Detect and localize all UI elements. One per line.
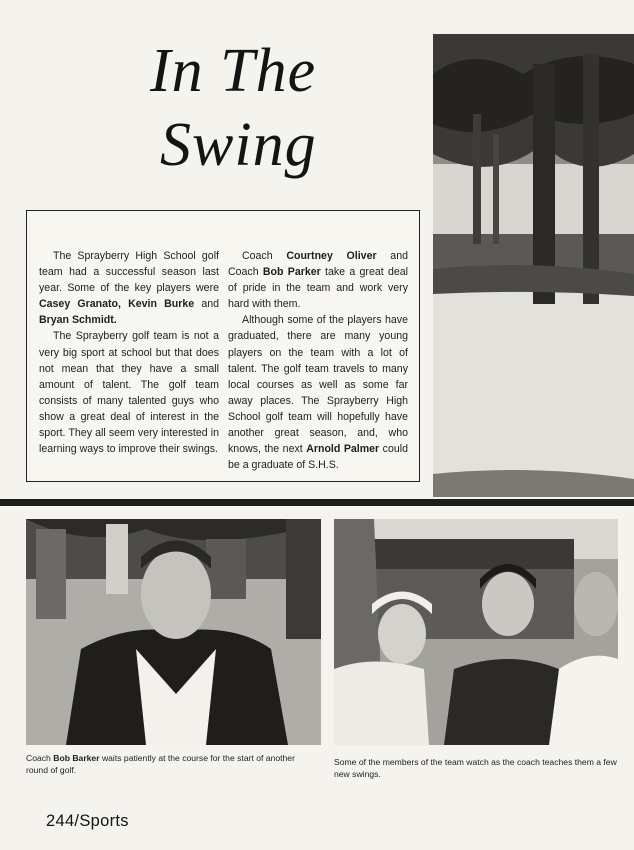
story-text: could be a graduate of S.H.S. bbox=[228, 443, 408, 472]
caption-text: waits patiently at the course for the start of another round of golf. bbox=[26, 753, 295, 775]
story-text: Coach bbox=[242, 250, 287, 262]
player-names: Casey Granato, Kevin Burke bbox=[39, 298, 195, 311]
photo-caption-left bbox=[26, 752, 316, 776]
story-text: The Sprayberry High School golf team had a successful season last year. Some of the key players were bbox=[39, 250, 219, 295]
coach-name: Courtney Oliver bbox=[286, 250, 377, 262]
title-line-2: Swing bbox=[160, 111, 317, 179]
story-text: and bbox=[194, 298, 219, 311]
story-column-left bbox=[39, 248, 219, 457]
page-number: 244/Sports bbox=[46, 812, 129, 830]
story-paragraph: The Sprayberry golf team is not a very big sport at school but that does not mean that they have a small amount of talent. The golf team consists of many talented guys who show a great deal of interest in the sport. They all seem very interested in learning ways to improve their swings. bbox=[39, 330, 219, 456]
story-text: and Coach bbox=[228, 250, 408, 279]
story-text: Although some of the players have graduated, there are many young players on the team with a lot of talent. The golf team travels to many local courses as well as some far away places. The Sprayberry High School golf team will hopefully have another great season, and, who knows, the next bbox=[228, 314, 408, 456]
golf-course-trees-photo bbox=[433, 34, 634, 497]
caption-text: Coach bbox=[26, 753, 54, 763]
story-paragraph bbox=[39, 248, 219, 328]
coach-name: Bob Barker bbox=[53, 753, 100, 763]
team-members-photo bbox=[334, 519, 618, 745]
story-paragraph bbox=[228, 248, 408, 312]
player-name: Bryan Schmidt. bbox=[39, 314, 117, 327]
story-box bbox=[26, 210, 420, 482]
story-text: take a great deal of pride in the team and work very hard with them. bbox=[228, 266, 408, 311]
coach-photo bbox=[26, 519, 321, 745]
story-paragraph bbox=[228, 312, 408, 473]
coach-name: Bob Parker bbox=[262, 266, 321, 279]
section-divider bbox=[0, 499, 634, 506]
title-line-1: In The bbox=[150, 37, 317, 105]
golfer-name: Arnold Palmer bbox=[306, 443, 380, 456]
photo-caption-right: Some of the members of the team watch as the coach teaches them a few new swings. bbox=[334, 757, 617, 779]
story-column-right bbox=[228, 248, 408, 473]
